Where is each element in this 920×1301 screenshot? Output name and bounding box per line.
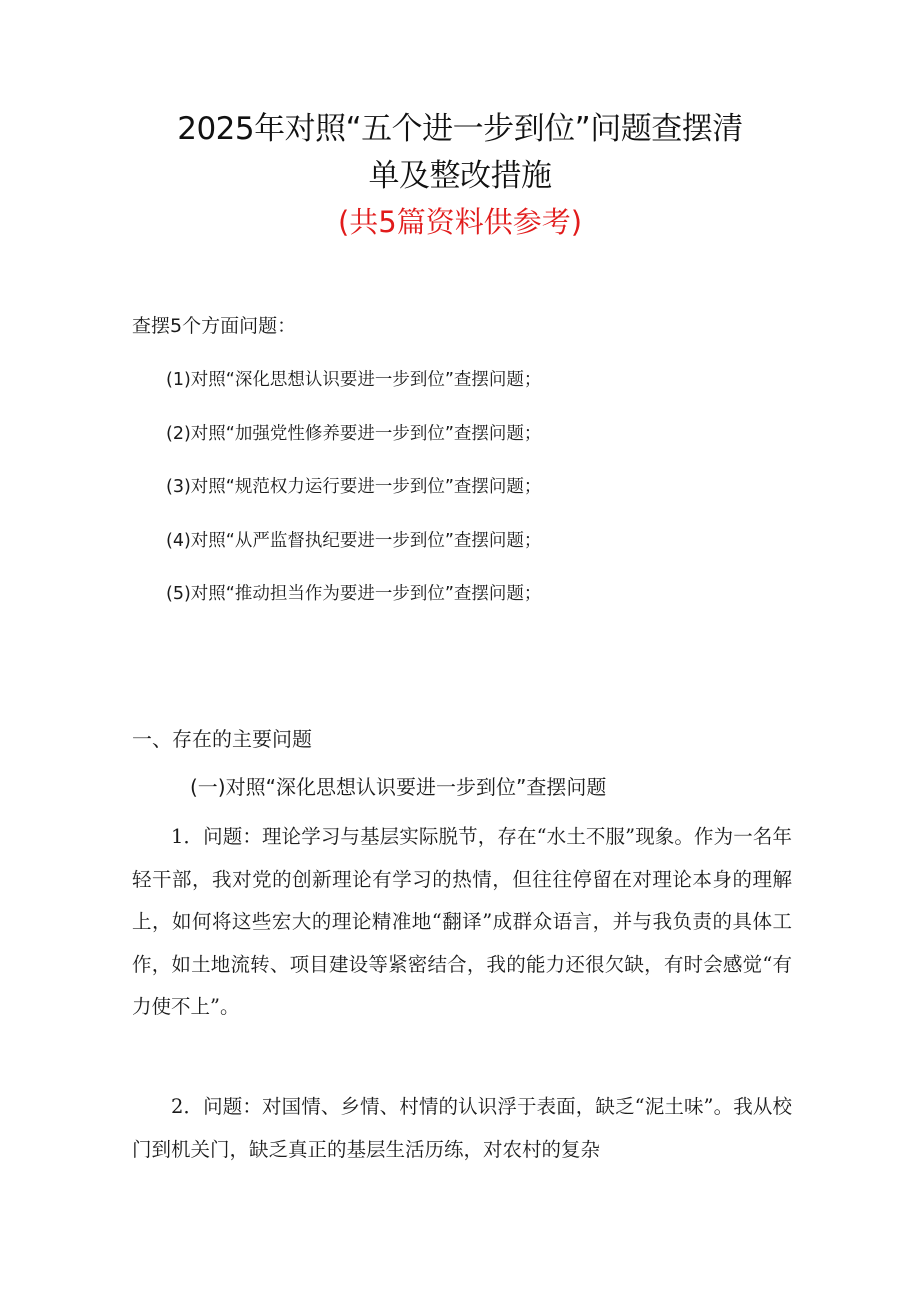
list-item: (1)对照“深化思想认识要进一步到位”查摆问题； (166, 370, 542, 390)
list-item: (2)对照“加强党性修养要进一步到位”查摆问题； (166, 423, 542, 444)
body-paragraph-1 (132, 816, 792, 1029)
document-title-line-2: 单及整改措施 (368, 158, 552, 194)
title-block (0, 106, 920, 244)
list-item: (3)对照“规范权力运行要进一步到位”查摆问题； (166, 477, 542, 497)
body-paragraph-2 (132, 1086, 792, 1171)
document-subtitle: (共5篇资料供参考) (337, 205, 583, 239)
document-title-line-1: 2025年对照“五个进一步到位”问题查摆清 (177, 111, 743, 147)
list-item: (4)对照“从严监督执纪要进一步到位”查摆问题； (166, 530, 542, 551)
paragraph-text: 2．问题：对国情、乡情、村情的认识浮于表面，缺乏“泥土味”。我从校门到机关门，缺乏真正的基层生活历练，对农村的复杂 (132, 1095, 792, 1161)
paragraph-text: 1．问题：理论学习与基层实际脱节，存在“水土不服”现象。作为一名年轻干部，我对党的创新理论有学习的热情，但往往停留在对理论本身的理解上，如何将这些宏大的理论精准地“翻译”成群众语言，并与我负责的具体工作，如土地流转、项目建设等紧密结合，我的能力还很欠缺，有时会感觉“有力使不上”。 (132, 825, 792, 1018)
intro-text: 查摆5个方面问题： (132, 315, 297, 337)
list-item: (5)对照“推动担当作为要进一步到位”查摆问题； (166, 584, 542, 604)
sub-heading: (一)对照“深化思想认识要进一步到位”查摆问题 (190, 775, 607, 799)
problem-aspect-list (166, 366, 541, 634)
section-heading: 一、存在的主要问题 (132, 727, 312, 751)
